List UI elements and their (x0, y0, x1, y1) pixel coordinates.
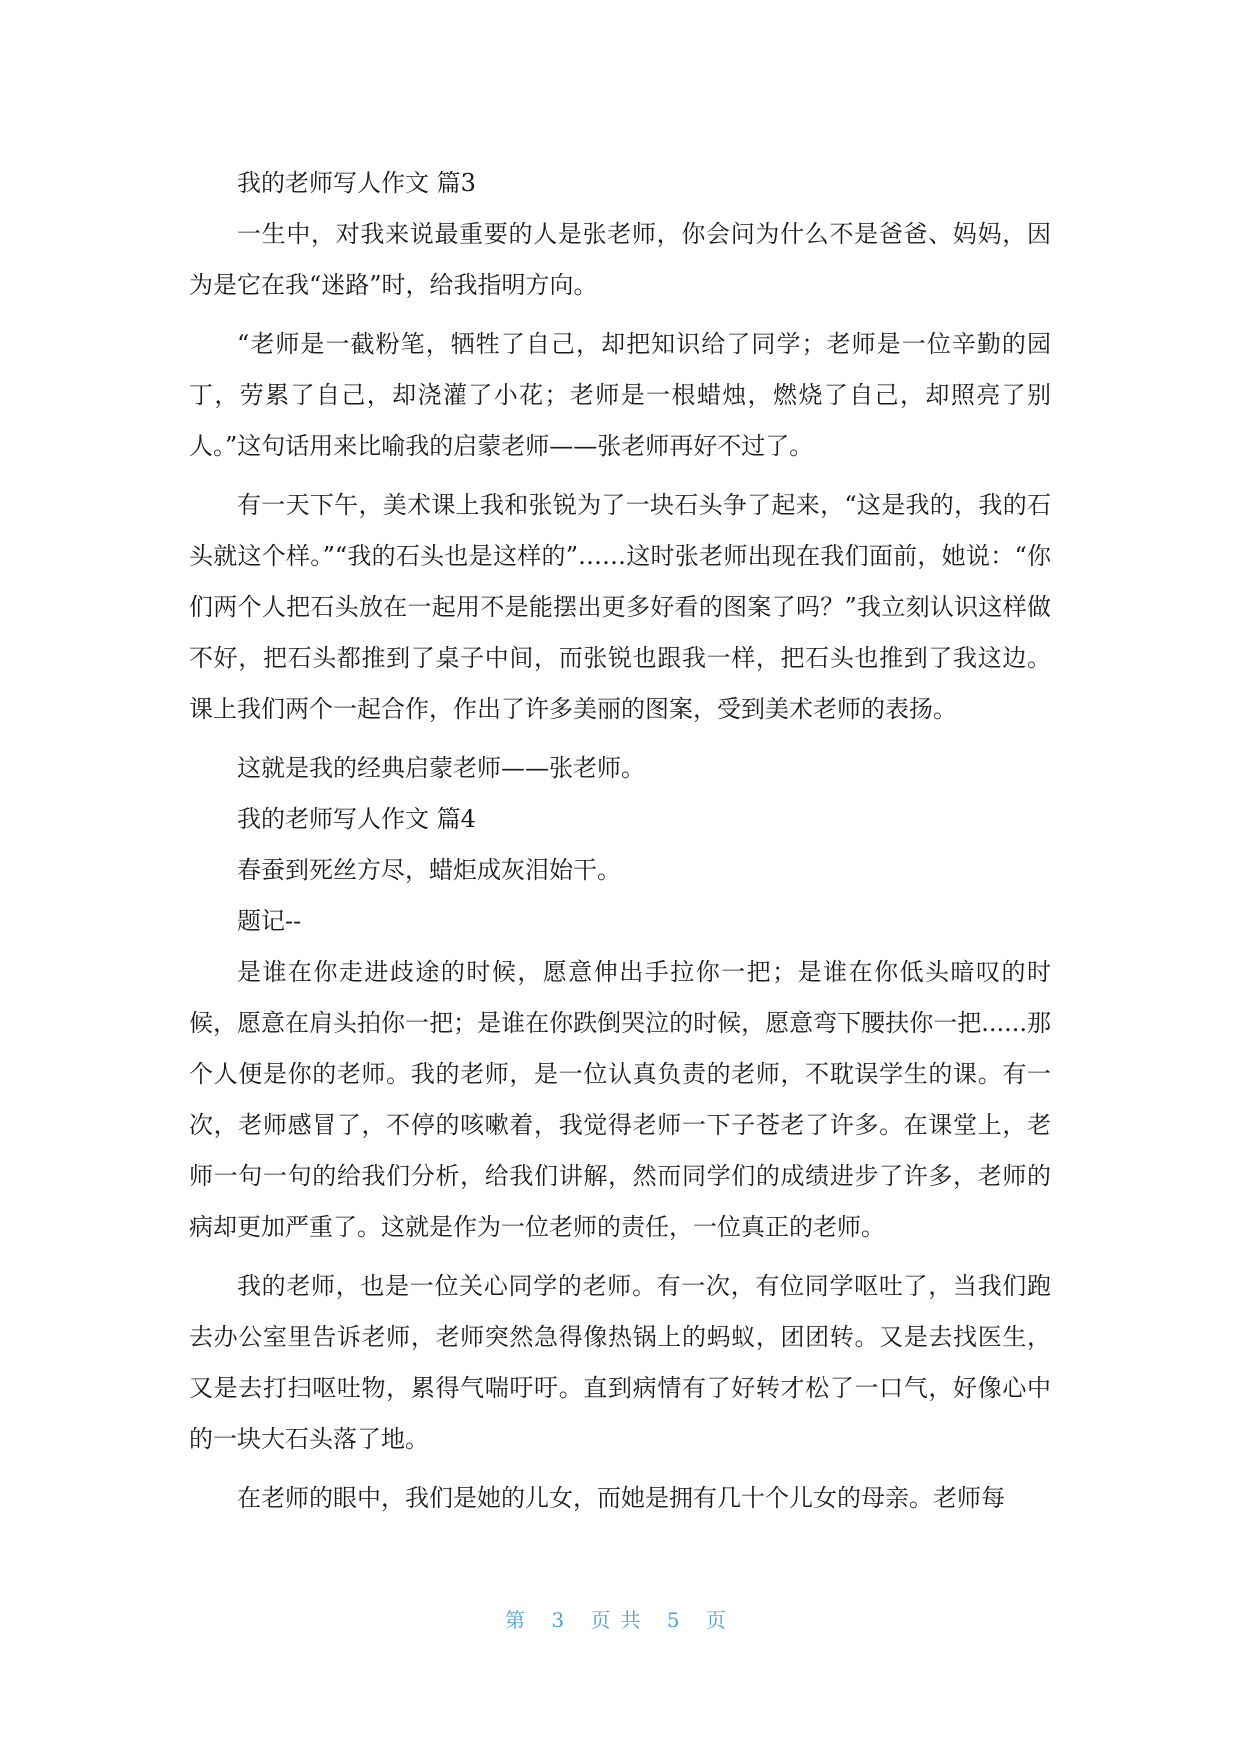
section-heading-3: 我的老师写人作文 篇3 (237, 169, 476, 197)
page-number-footer: 第 3 页共 5 页 (505, 1608, 736, 1632)
paragraph: 题记-- (237, 907, 302, 935)
paragraph: 有一天下午，美术课上我和张锐为了一块石头争了起来，“这是我的，我的石头就这个样。”“我的石头也是这样的”……这时张老师出现在我们面前，她说：“你们两个人把石头放在一起用不是能摆出更多好看的图案了吗？”我立刻认识这样做不好，把石头都推到了桌子中间，而张锐也跟我一样，把石头也推到了我这边。课上我们两个一起合作，作出了许多美丽的图案，受到美术老师的表扬。 (189, 491, 1051, 723)
paragraph: 是谁在你走进歧途的时候，愿意伸出手拉你一把；是谁在你低头暗叹的时候，愿意在肩头拍你一把；是谁在你跌倒哭泣的时候，愿意弯下腰扶你一把......那个人便是你的老师。我的老师，是一位认真负责的老师，不耽误学生的课。有一次，老师感冒了，不停的咳嗽着，我觉得老师一下子苍老了许多。在课堂上，老师一句一句的给我们分析，给我们讲解，然而同学们的成绩进步了许多，老师的病却更加严重了。这就是作为一位老师的责任，一位真正的老师。 (189, 958, 1051, 1241)
paragraph: “老师是一截粉笔，牺牲了自己，却把知识给了同学；老师是一位辛勤的园丁，劳累了自己，却浇灌了小花；老师是一根蜡烛，燃烧了自己，却照亮了别人。”这句话用来比喻我的启蒙老师——张老师再好不过了。 (189, 330, 1051, 460)
paragraph: 我的老师，也是一位关心同学的老师。有一次，有位同学呕吐了，当我们跑去办公室里告诉老师，老师突然急得像热锅上的蚂蚁，团团转。又是去找医生，又是去打扫呕吐物，累得气喘吁吁。直到病情有了好转才松了一口气，好像心中的一块大石头落了地。 (189, 1272, 1051, 1453)
section-heading-4: 我的老师写人作文 篇4 (237, 805, 476, 833)
paragraph: 春蚕到死丝方尽，蜡炬成灰泪始干。 (237, 856, 621, 884)
paragraph: 在老师的眼中，我们是她的儿女，而她是拥有几十个儿女的母亲。老师每 (237, 1484, 1005, 1512)
paragraph: 这就是我的经典启蒙老师——张老师。 (237, 754, 645, 782)
paragraph: 一生中，对我来说最重要的人是张老师，你会问为什么不是爸爸、妈妈，因为是它在我“迷路”时，给我指明方向。 (189, 220, 1051, 299)
document-body (189, 158, 1051, 1524)
